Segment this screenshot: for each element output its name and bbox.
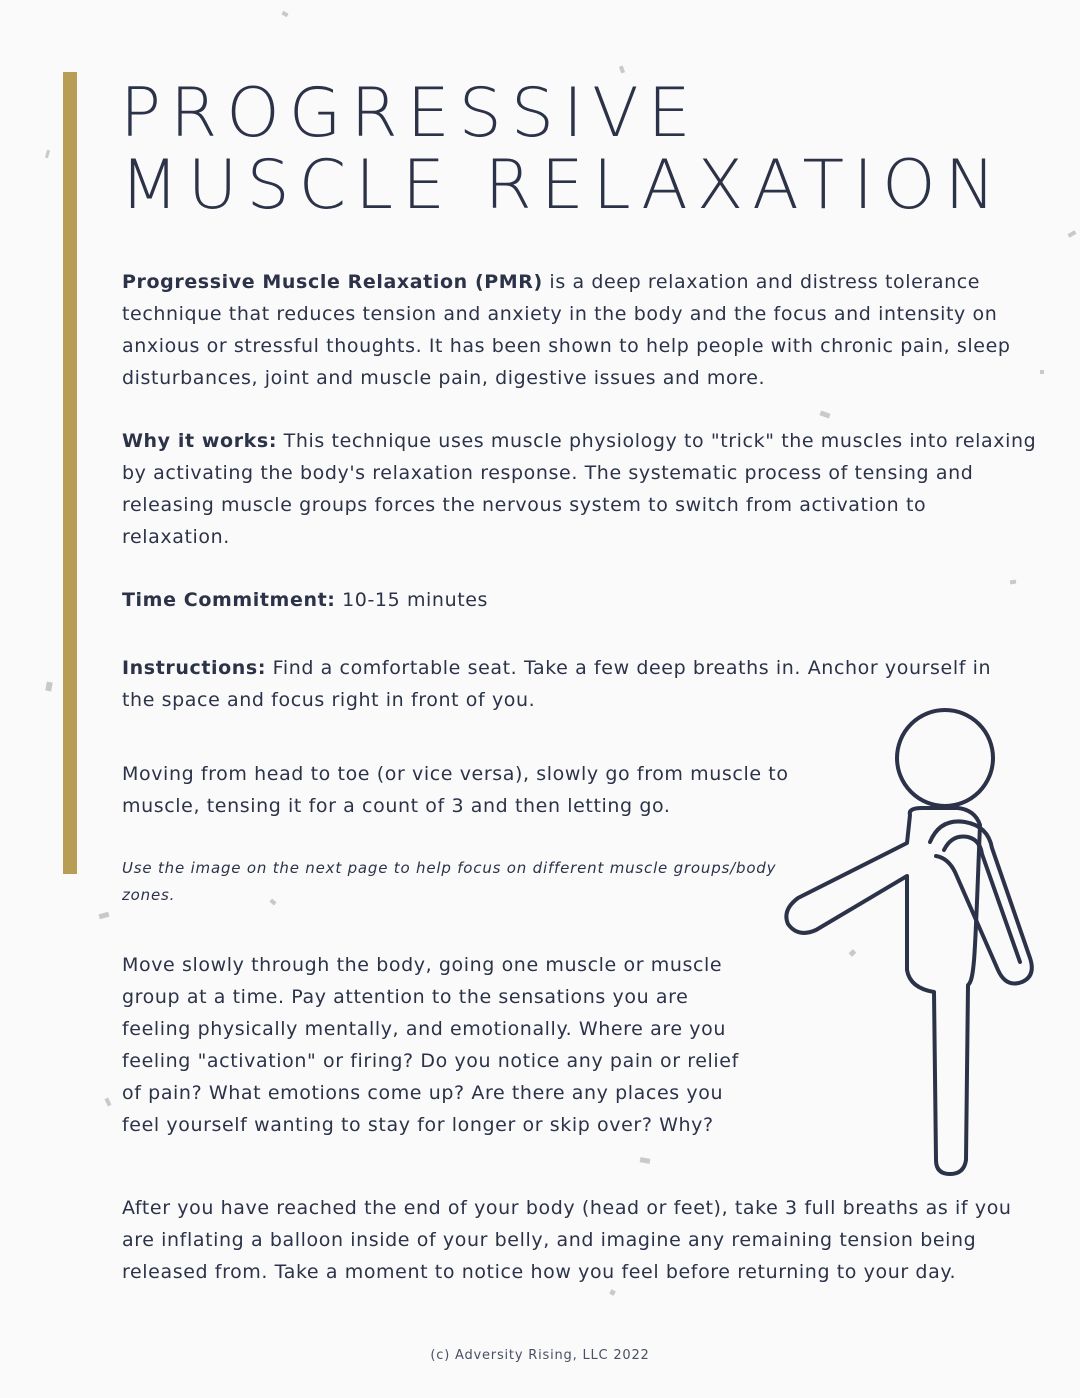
paper-speck [1068,230,1077,237]
step-move-slowly-paragraph: Move slowly through the body, going one muscle or muscle group at a time. Pay attention to the sensations you are feeling physically mentally, and emotionally. Where are you feeling "activation" or firing? Do you notice any pain or relief of pain? What emotions come up? Are there any places you feel yourself wanting to stay for longer or skip over? Why? [122,954,739,1136]
time-label: Time Commitment: [122,589,336,611]
paper-speck [45,150,50,159]
time-paragraph [122,584,1022,616]
title-line-2: MUSCLE RELAXATION [120,146,1005,225]
paper-speck [281,11,288,17]
paper-speck [640,1157,651,1164]
paper-speck [1040,370,1044,374]
next-page-note: Use the image on the next page to help focus on different muscle groups/body zones. [122,859,777,904]
why-label: Why it works: [122,430,278,452]
intro-term: Progressive Muscle Relaxation (PMR) [122,271,543,293]
why-paragraph [122,425,1037,553]
body-figure-illustration [770,700,1050,1180]
paper-speck [819,410,830,418]
paper-speck [45,682,52,692]
paper-speck [609,1289,616,1296]
title-line-1: PROGRESSIVE [120,74,700,153]
page-title [120,74,1005,225]
step-moving-paragraph: Moving from head to toe (or vice versa), slowly go from muscle to muscle, tensing it for a count of 3 and then letting go. [122,763,789,817]
paper-speck [104,1098,111,1107]
time-value: 10-15 minutes [335,589,489,611]
paper-speck [99,912,110,919]
intro-paragraph [122,266,1032,394]
step-after-paragraph: After you have reached the end of your body (head or feet), take 3 full breaths as if you are inflating a balloon inside of your belly, and imagine any remaining tension being released from. Take a moment to notice how you feel before returning to your day. [122,1197,1012,1283]
why-text: This technique uses muscle physiology to "trick" the muscles into relaxing by activating the body's relaxation response. The systematic process of tensing and releasing muscle groups forces the nervous system to switch from activation to relaxation. [122,430,1037,548]
intro-text: is a deep relaxation and distress tolerance technique that reduces tension and anxiety in the body and the focus and intensity on anxious or stressful thoughts. It has been shown to help people with chronic pain, sleep disturbances, joint and muscle pain, digestive issues and more. [122,271,1011,389]
instructions-label: Instructions: [122,657,267,679]
accent-bar [63,72,77,874]
figure-head [897,710,993,806]
copyright-footer: (c) Adversity Rising, LLC 2022 [430,1348,650,1363]
instructions-text: Find a comfortable seat. Take a few deep breaths in. Anchor yourself in the space and focus right in front of you. [122,657,992,711]
paper-speck [619,66,625,74]
